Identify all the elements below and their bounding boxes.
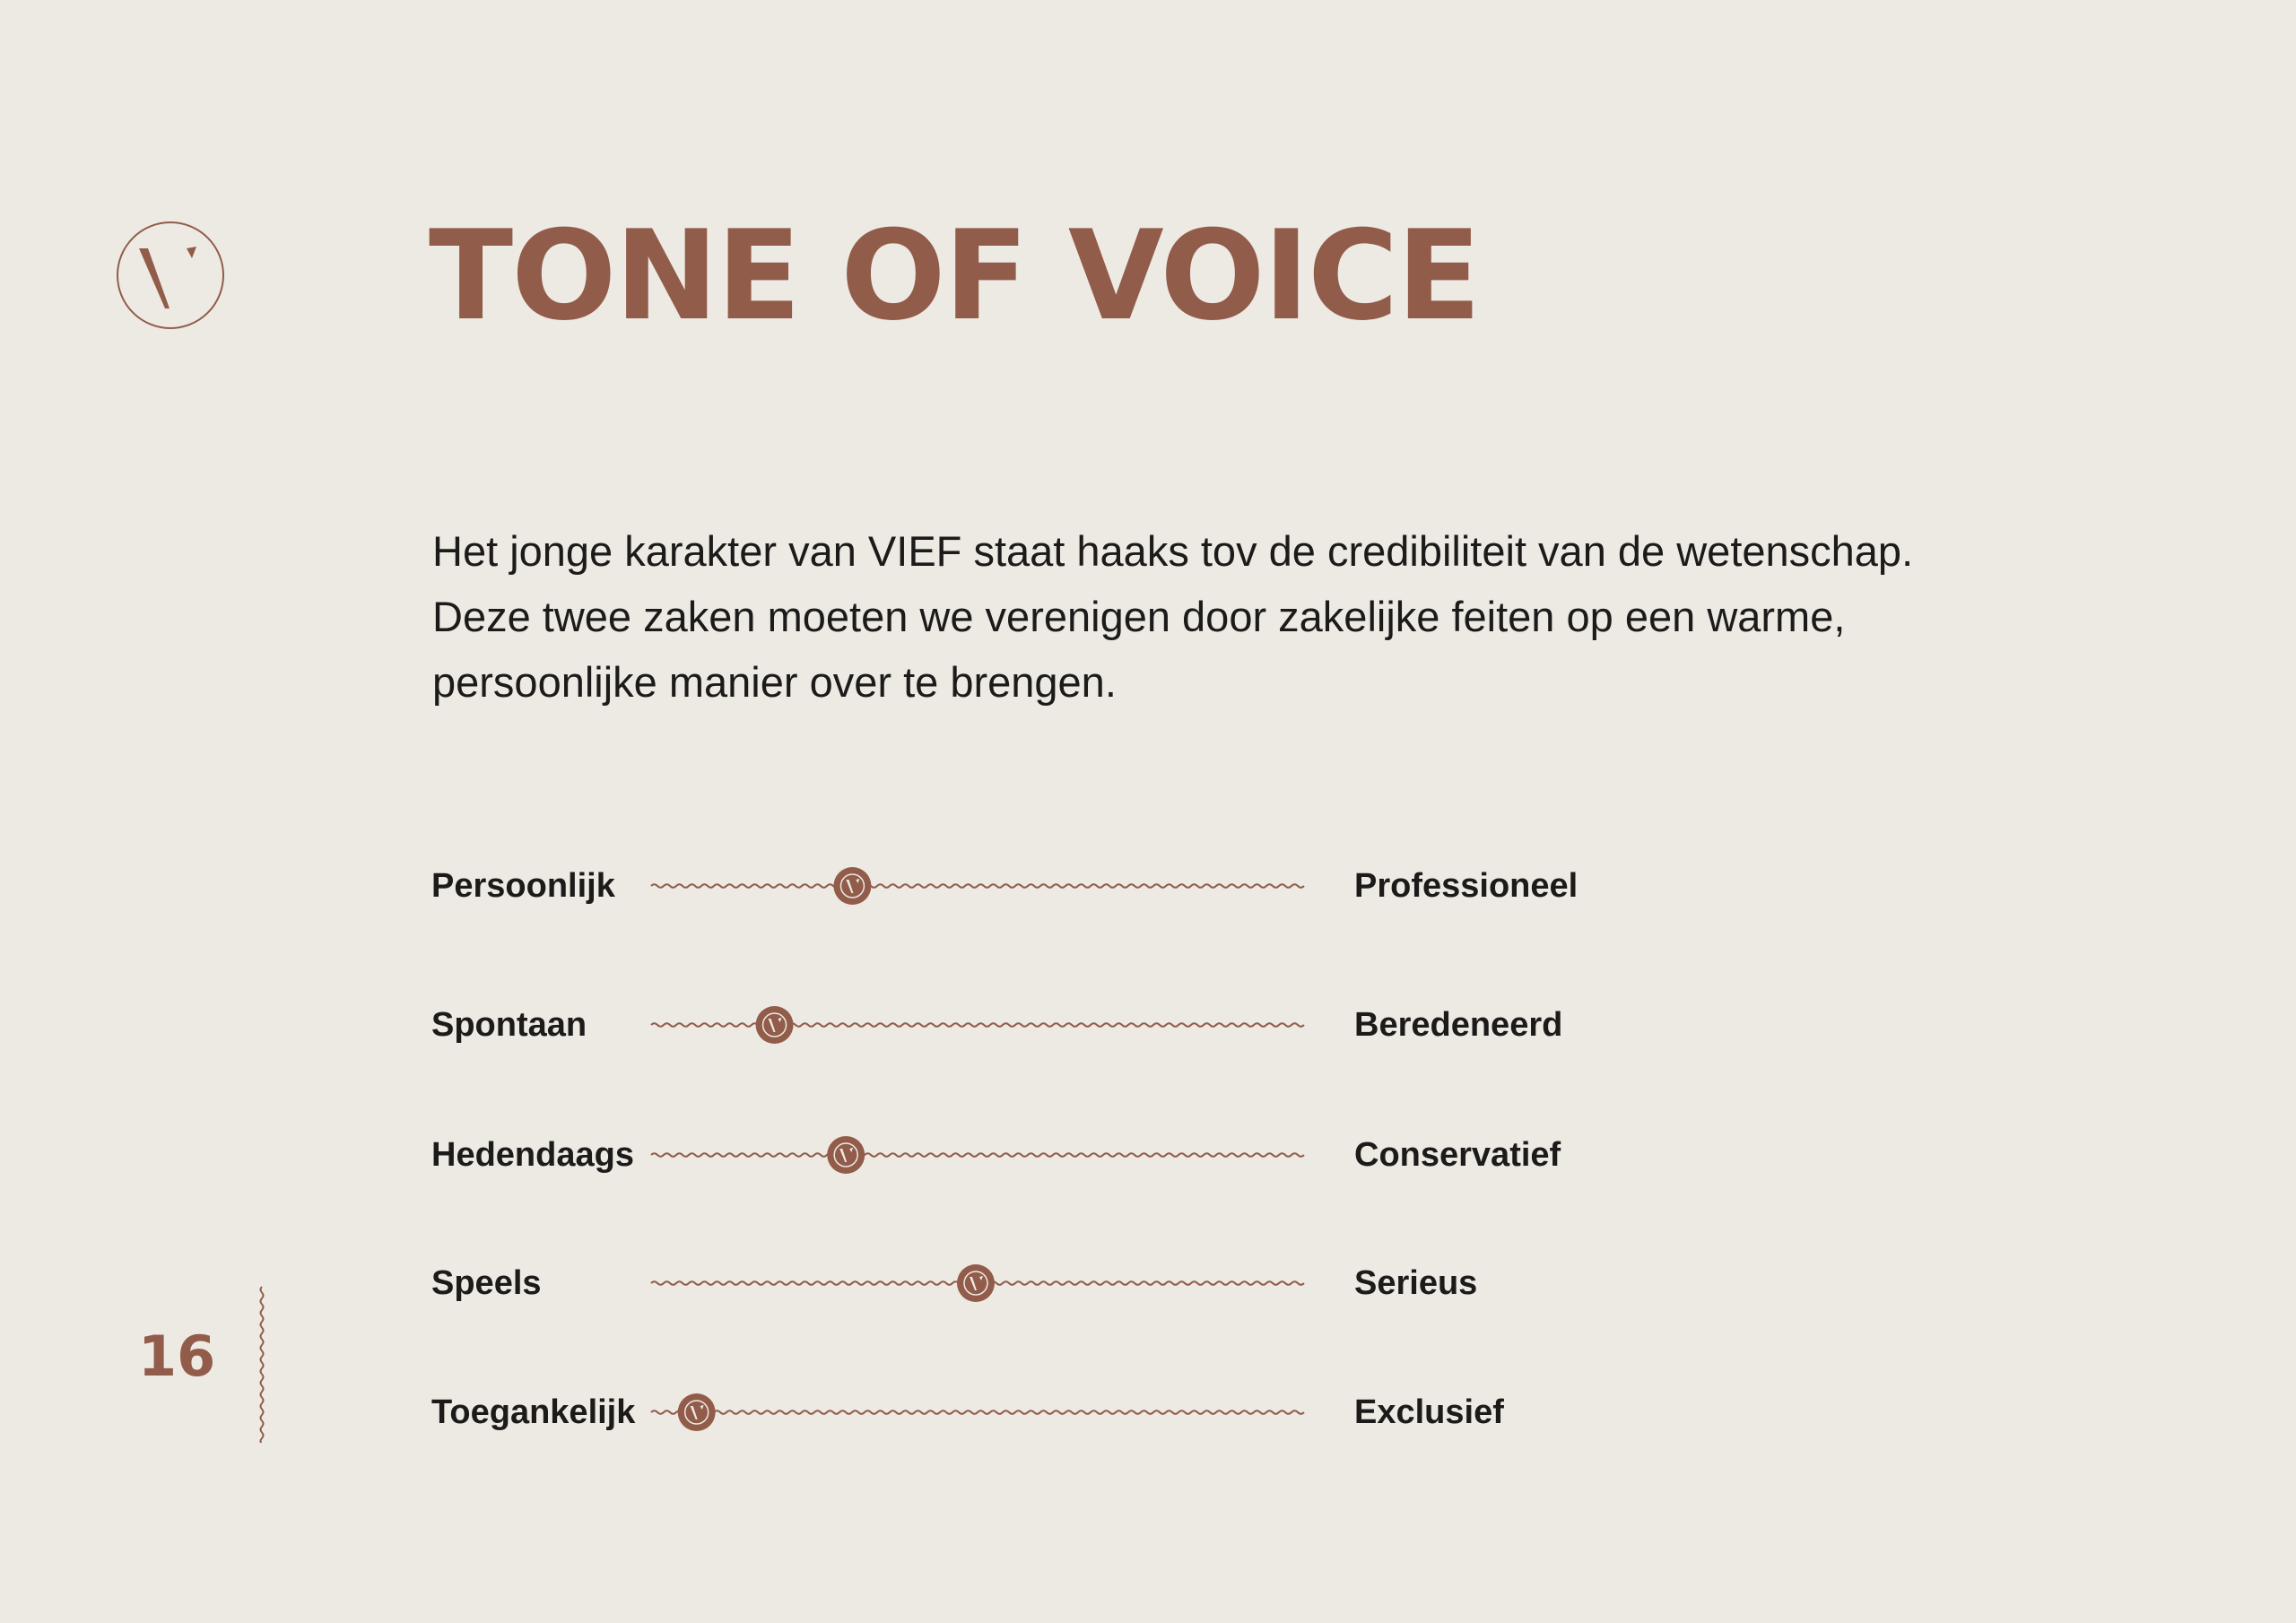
tone-scale-spontaan-beredeneerd — [0, 989, 2296, 1061]
intro-line: Deze twee zaken moeten we verenigen door zakelijke feiten op een warme, — [432, 593, 1846, 640]
scale-left-label: Hedendaags — [431, 1136, 634, 1174]
scale-slider[interactable] — [648, 1376, 1305, 1448]
scale-track-line — [651, 1023, 1304, 1027]
divider-wave-line — [261, 1287, 264, 1443]
scale-right-label: Conservatief — [1354, 1136, 1561, 1174]
vief-v-badge-icon[interactable] — [678, 1393, 716, 1431]
tone-scale-speels-serieus — [0, 1247, 2296, 1319]
intro-line: persoonlijke manier over te brengen. — [432, 658, 1117, 706]
vief-v-badge-icon[interactable] — [827, 1136, 865, 1174]
scale-right-label: Serieus — [1354, 1264, 1478, 1302]
intro-line: Het jonge karakter van VIEF staat haaks tov de credibiliteit van de wetenschap. — [432, 527, 1914, 575]
scale-left-label: Speels — [431, 1264, 542, 1302]
scale-track-line — [651, 884, 1304, 888]
scale-slider[interactable] — [648, 1119, 1305, 1191]
scale-track-line — [651, 1410, 1304, 1414]
vief-logo-icon — [115, 220, 226, 331]
vief-v-badge-icon[interactable] — [756, 1006, 794, 1044]
scale-track-line — [651, 1153, 1304, 1157]
vief-v-badge-icon[interactable] — [833, 867, 871, 905]
page-number: 16 — [138, 1324, 216, 1389]
page-title: TONE OF VOICE — [429, 204, 1480, 348]
tone-scale-toegankelijk-exclusief — [0, 1376, 2296, 1448]
tone-scale-persoonlijk-professioneel — [0, 850, 2296, 922]
vief-v-badge-icon[interactable] — [957, 1264, 995, 1302]
page-divider-wave — [251, 1285, 273, 1443]
scale-right-label: Beredeneerd — [1354, 1006, 1563, 1044]
scale-right-label: Exclusief — [1354, 1393, 1504, 1431]
tone-scale-hedendaags-conservatief — [0, 1119, 2296, 1191]
intro-paragraph — [432, 518, 2047, 715]
scale-slider[interactable] — [648, 1247, 1305, 1319]
scale-slider[interactable] — [648, 989, 1305, 1061]
scale-slider[interactable] — [648, 850, 1305, 922]
scale-right-label: Professioneel — [1354, 867, 1578, 905]
scale-left-label: Spontaan — [431, 1006, 587, 1044]
scale-left-label: Persoonlijk — [431, 867, 615, 905]
scale-left-label: Toegankelijk — [431, 1393, 636, 1431]
